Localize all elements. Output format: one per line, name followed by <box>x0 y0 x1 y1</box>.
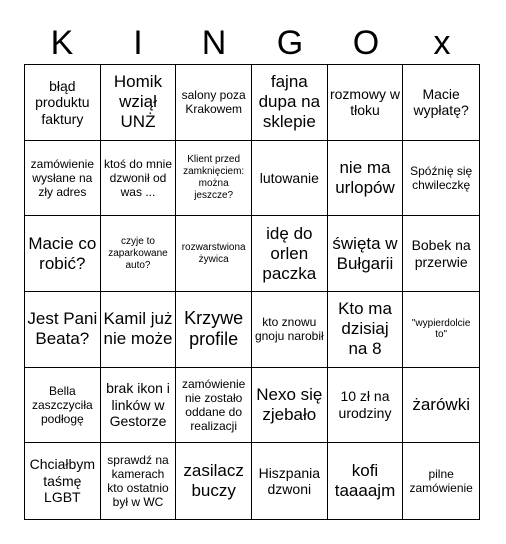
bingo-cell[interactable]: lutowanie <box>252 141 328 217</box>
bingo-cell[interactable]: brak ikon i linków w Gestorze <box>101 368 177 444</box>
bingo-cell[interactable]: błąd produktu faktury <box>25 65 101 141</box>
bingo-cell[interactable]: fajna dupa na sklepie <box>252 65 328 141</box>
bingo-cell[interactable]: zamówienie nie zostało oddane do realizacji <box>176 368 252 444</box>
bingo-grid <box>24 64 480 520</box>
title-letter-k: K <box>50 24 74 62</box>
bingo-cell[interactable]: sprawdź na kamerach kto ostatnio był w WC <box>101 443 177 519</box>
title-letter-i: I <box>133 24 143 62</box>
bingo-cell[interactable]: zasilacz buczy <box>176 443 252 519</box>
bingo-cell[interactable]: święta w Bułgarii <box>328 216 404 292</box>
bingo-cell[interactable]: Spóźnię się chwileczkę <box>403 141 479 217</box>
title-letter-o: O <box>352 24 380 62</box>
bingo-cell[interactable]: czyje to zaparkowane auto? <box>101 216 177 292</box>
bingo-cell[interactable]: Bella zaszczyciła podłogę <box>25 368 101 444</box>
bingo-cell[interactable]: idę do orlen paczka <box>252 216 328 292</box>
bingo-title <box>24 22 480 64</box>
bingo-cell[interactable]: Jest Pani Beata? <box>25 292 101 368</box>
bingo-cell[interactable]: 10 zł na urodziny <box>328 368 404 444</box>
bingo-cell[interactable]: rozmowy w tłoku <box>328 65 404 141</box>
bingo-cell[interactable]: salony poza Krakowem <box>176 65 252 141</box>
bingo-cell[interactable]: Krzywe profile <box>176 292 252 368</box>
bingo-cell[interactable]: rozwarstwiona żywica <box>176 216 252 292</box>
title-letter-x: x <box>433 24 451 62</box>
bingo-cell[interactable]: Klient przed zamknięciem: można jeszcze? <box>176 141 252 217</box>
bingo-cell[interactable]: zamówienie wysłane na zły adres <box>25 141 101 217</box>
bingo-cell[interactable]: Macie co robić? <box>25 216 101 292</box>
bingo-cell[interactable]: Hiszpania dzwoni <box>252 443 328 519</box>
bingo-cell[interactable]: Macie wypłatę? <box>403 65 479 141</box>
title-letter-g: G <box>276 24 304 62</box>
bingo-cell[interactable]: Bobek na przerwie <box>403 216 479 292</box>
bingo-cell[interactable]: Kto ma dzisiaj na 8 <box>328 292 404 368</box>
bingo-cell[interactable]: nie ma urlopów <box>328 141 404 217</box>
bingo-cell[interactable]: Nexo się zjebało <box>252 368 328 444</box>
bingo-cell[interactable]: Chciałbym taśmę LGBT <box>25 443 101 519</box>
bingo-cell[interactable]: kto znowu gnoju narobił <box>252 292 328 368</box>
bingo-cell[interactable]: kofi taaaajm <box>328 443 404 519</box>
bingo-cell[interactable]: pilne zamówienie <box>409 467 473 496</box>
bingo-cell[interactable]: żarówki <box>403 368 479 444</box>
bingo-cell[interactable]: ktoś do mnie dzwonił od was ... <box>101 141 177 217</box>
title-letter-n: N <box>201 24 227 62</box>
bingo-cell[interactable]: Homik wziął UNŻ <box>101 65 177 141</box>
bingo-cell[interactable]: "wypierdolcie to" <box>403 292 479 368</box>
bingo-cell[interactable]: Kamil już nie może <box>101 292 177 368</box>
